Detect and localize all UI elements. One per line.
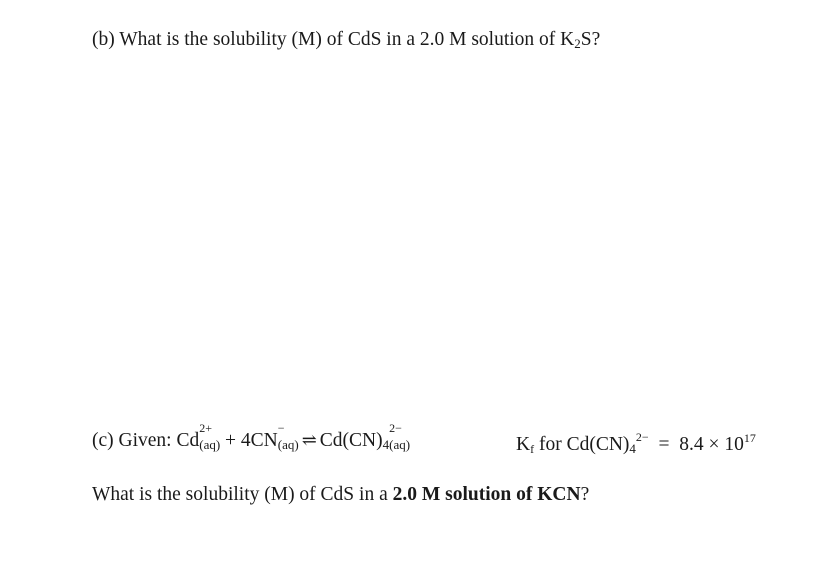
cd-charge: 2+: [199, 421, 213, 435]
question-b-suffix: S?: [580, 29, 601, 50]
cn-charge: −: [277, 421, 285, 435]
kf-complex-subscript: 4: [629, 441, 636, 456]
question-c-bold: 2.0 M solution of KCN: [392, 484, 581, 505]
kf-subscript: f: [530, 442, 535, 456]
product-subscript: 4: [382, 437, 390, 452]
cd-ion-scripts: [199, 421, 221, 452]
cn-ion-scripts: [277, 421, 299, 452]
cn-aq: (aq): [277, 437, 299, 452]
cyanide-term: + 4CN: [220, 430, 278, 451]
question-b: [92, 29, 600, 52]
product-scripts: [389, 421, 411, 452]
product-aq: (aq): [389, 437, 411, 452]
kf-exponent: 17: [743, 431, 756, 445]
given-equation: [92, 421, 411, 453]
product-charge: 2−: [389, 421, 402, 435]
question-c-suffix: ?: [580, 484, 590, 505]
cd-aq: (aq): [199, 437, 221, 452]
question-c: [92, 484, 589, 506]
complex-product: Cd(CN): [319, 430, 383, 451]
kf-expression: [516, 430, 756, 457]
equilibrium-arrow: ⇌: [301, 430, 317, 450]
question-c-text: What is the solubility (M) of CdS in a: [92, 484, 393, 505]
k2s-subscript: 2: [574, 36, 581, 51]
question-b-text: (b) What is the solubility (M) of CdS in a 2.0 M solution of K: [92, 29, 575, 50]
kf-label: K: [516, 434, 531, 455]
kf-complex-charge: 2−: [635, 430, 649, 444]
given-label: (c) Given: Cd: [92, 430, 200, 451]
kf-value: = 8.4 × 10: [648, 434, 744, 455]
kf-for-text: for Cd(CN): [534, 434, 630, 455]
